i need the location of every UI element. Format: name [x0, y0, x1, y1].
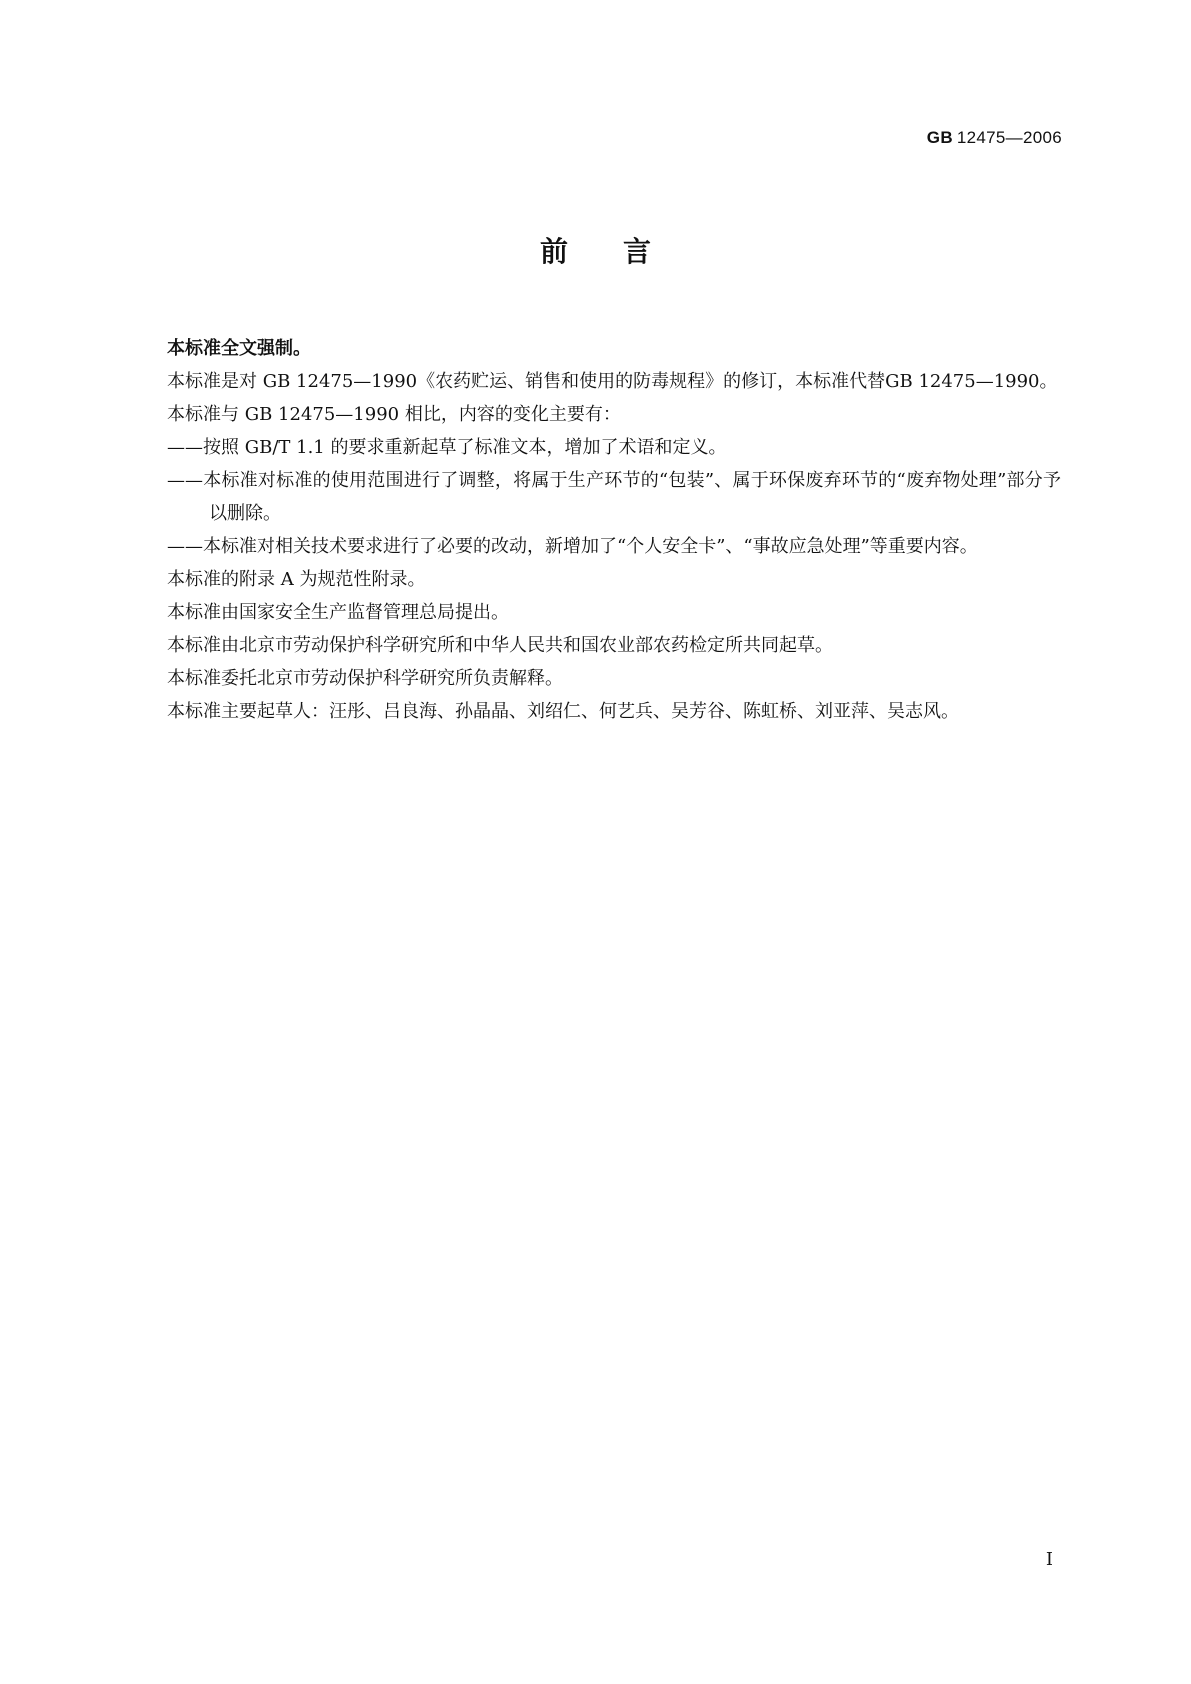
- changes-intro: 本标准与 GB 12475—1990 相比，内容的变化主要有：: [167, 404, 621, 425]
- mandatory-statement: 本标准全文强制。: [167, 338, 311, 359]
- page-title: 前言: [539, 235, 706, 268]
- drafter-org-statement: 本标准由北京市劳动保护科学研究所和中华人民共和国农业部农药检定所共同起草。: [167, 635, 833, 656]
- page-number: I: [1045, 1549, 1053, 1570]
- standard-code: 12475—2006: [956, 128, 1062, 147]
- interpretation-statement: 本标准委托北京市劳动保护科学研究所负责解释。: [167, 668, 563, 689]
- standard-prefix: GB: [926, 128, 953, 147]
- proposer-statement: 本标准由国家安全生产监督管理总局提出。: [167, 602, 509, 623]
- change-item: ——本标准对相关技术要求进行了必要的改动，新增加了“个人安全卡”、“事故应急处理”等重要内容。: [167, 536, 978, 557]
- standard-number: [927, 128, 1062, 148]
- foreword-body: [131, 332, 1061, 728]
- change-item: ——按照 GB/T 1.1 的要求重新起草了标准文本，增加了术语和定义。: [167, 437, 727, 458]
- appendix-statement: 本标准的附录 A 为规范性附录。: [167, 569, 426, 590]
- drafters-statement: 本标准主要起草人：汪彤、吕良海、孙晶晶、刘绍仁、何艺兵、吴芳谷、陈虹桥、刘亚萍、吴志风。: [167, 701, 959, 722]
- revision-statement: 本标准是对 GB 12475—1990《农药贮运、销售和使用的防毒规程》的修订，本标准代替GB 12475—1990。: [167, 371, 1058, 392]
- change-item: ——本标准对标准的使用范围进行了调整，将属于生产环节的“包装”、属于环保废弃环节的“废弃物处理”部分予以删除。: [167, 470, 1061, 524]
